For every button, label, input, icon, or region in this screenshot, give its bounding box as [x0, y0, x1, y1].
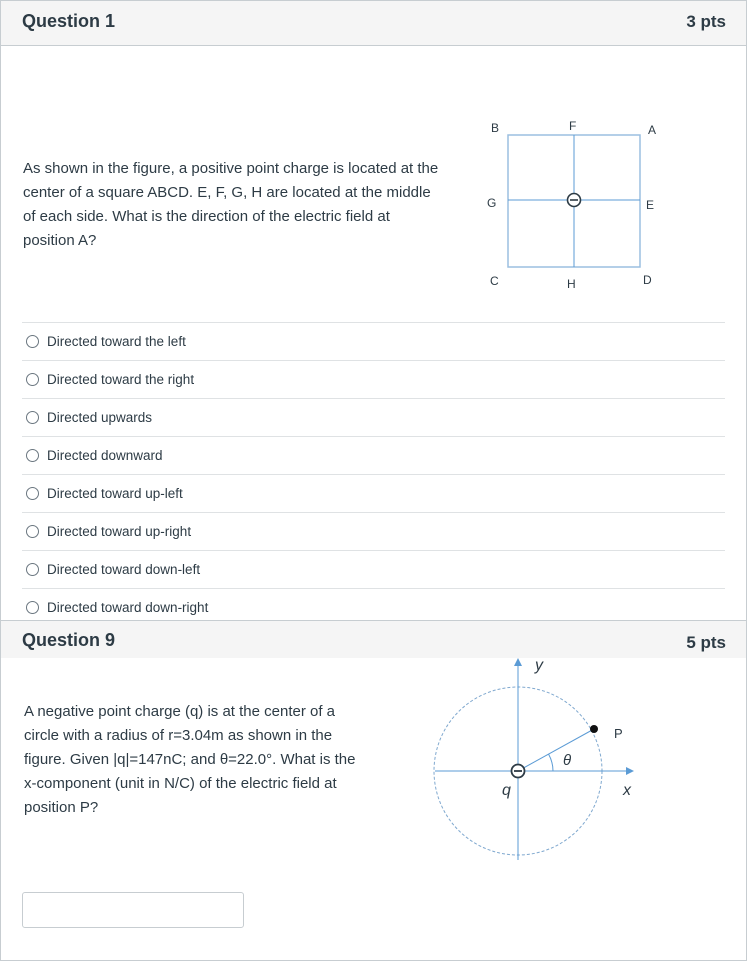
label-c: C: [490, 274, 499, 288]
radio-button[interactable]: [26, 601, 39, 614]
answer-option[interactable]: [22, 474, 725, 512]
question-9-title: Question 9: [22, 630, 116, 650]
circle-charge-figure: [425, 650, 645, 865]
answer-label: Directed toward the right: [47, 372, 195, 387]
answer-label: Directed toward the left: [47, 334, 186, 349]
radio-button[interactable]: [26, 411, 39, 424]
p-label: P: [614, 726, 623, 741]
point-p-dot: [590, 725, 598, 733]
label-b: B: [491, 121, 500, 135]
answer-input-field[interactable]: [22, 892, 244, 928]
question-1-header: [1, 1, 746, 46]
question-1-text: As shown in the figure, a positive point charge is located at the center of a square ABCD. E, F, G, H are located at the middle of each side. What is the direction of the electric field at position A?: [23, 160, 439, 249]
radio-button[interactable]: [26, 449, 39, 462]
answer-label: Directed toward down-left: [47, 562, 201, 577]
answer-option[interactable]: [22, 398, 725, 436]
answer-label: Directed downward: [47, 448, 163, 463]
square-charge-figure: [470, 110, 670, 295]
answer-label: Directed upwards: [47, 410, 153, 425]
answer-label: Directed toward down-right: [47, 600, 209, 615]
radio-button[interactable]: [26, 335, 39, 348]
label-g: G: [487, 196, 497, 210]
question-1-answer-list: [22, 322, 725, 626]
question-9-points: 5 pts: [686, 633, 726, 652]
answer-option[interactable]: [22, 550, 725, 588]
answer-option[interactable]: [22, 360, 725, 398]
answer-label: Directed toward up-right: [47, 524, 192, 539]
label-a: A: [648, 123, 657, 137]
theta-arc: [549, 754, 554, 771]
question-1-points: 3 pts: [686, 12, 726, 31]
answer-option[interactable]: [22, 322, 725, 360]
question-1-title: Question 1: [22, 11, 116, 31]
q-label: q: [502, 782, 511, 799]
radio-button[interactable]: [26, 373, 39, 386]
question-9-text: A negative point charge (q) is at the center of a circle with a radius of r=3.04m as shown in the figure. Given |q|=147nC; and θ=22.0°. What is the x-component (unit in N/C) of the electric field at position P?: [24, 703, 356, 816]
answer-option[interactable]: [22, 512, 725, 550]
label-h: H: [567, 277, 576, 291]
radius-line: [518, 729, 594, 771]
y-label: y: [535, 657, 543, 674]
x-label: x: [623, 782, 631, 799]
answer-option[interactable]: [22, 436, 725, 474]
label-e: E: [646, 198, 655, 212]
theta-label: θ: [563, 752, 572, 769]
label-d: D: [643, 273, 652, 287]
label-f: F: [569, 119, 577, 133]
radio-button[interactable]: [26, 563, 39, 576]
answer-label: Directed toward up-left: [47, 486, 183, 501]
radio-button[interactable]: [26, 525, 39, 538]
radio-button[interactable]: [26, 487, 39, 500]
